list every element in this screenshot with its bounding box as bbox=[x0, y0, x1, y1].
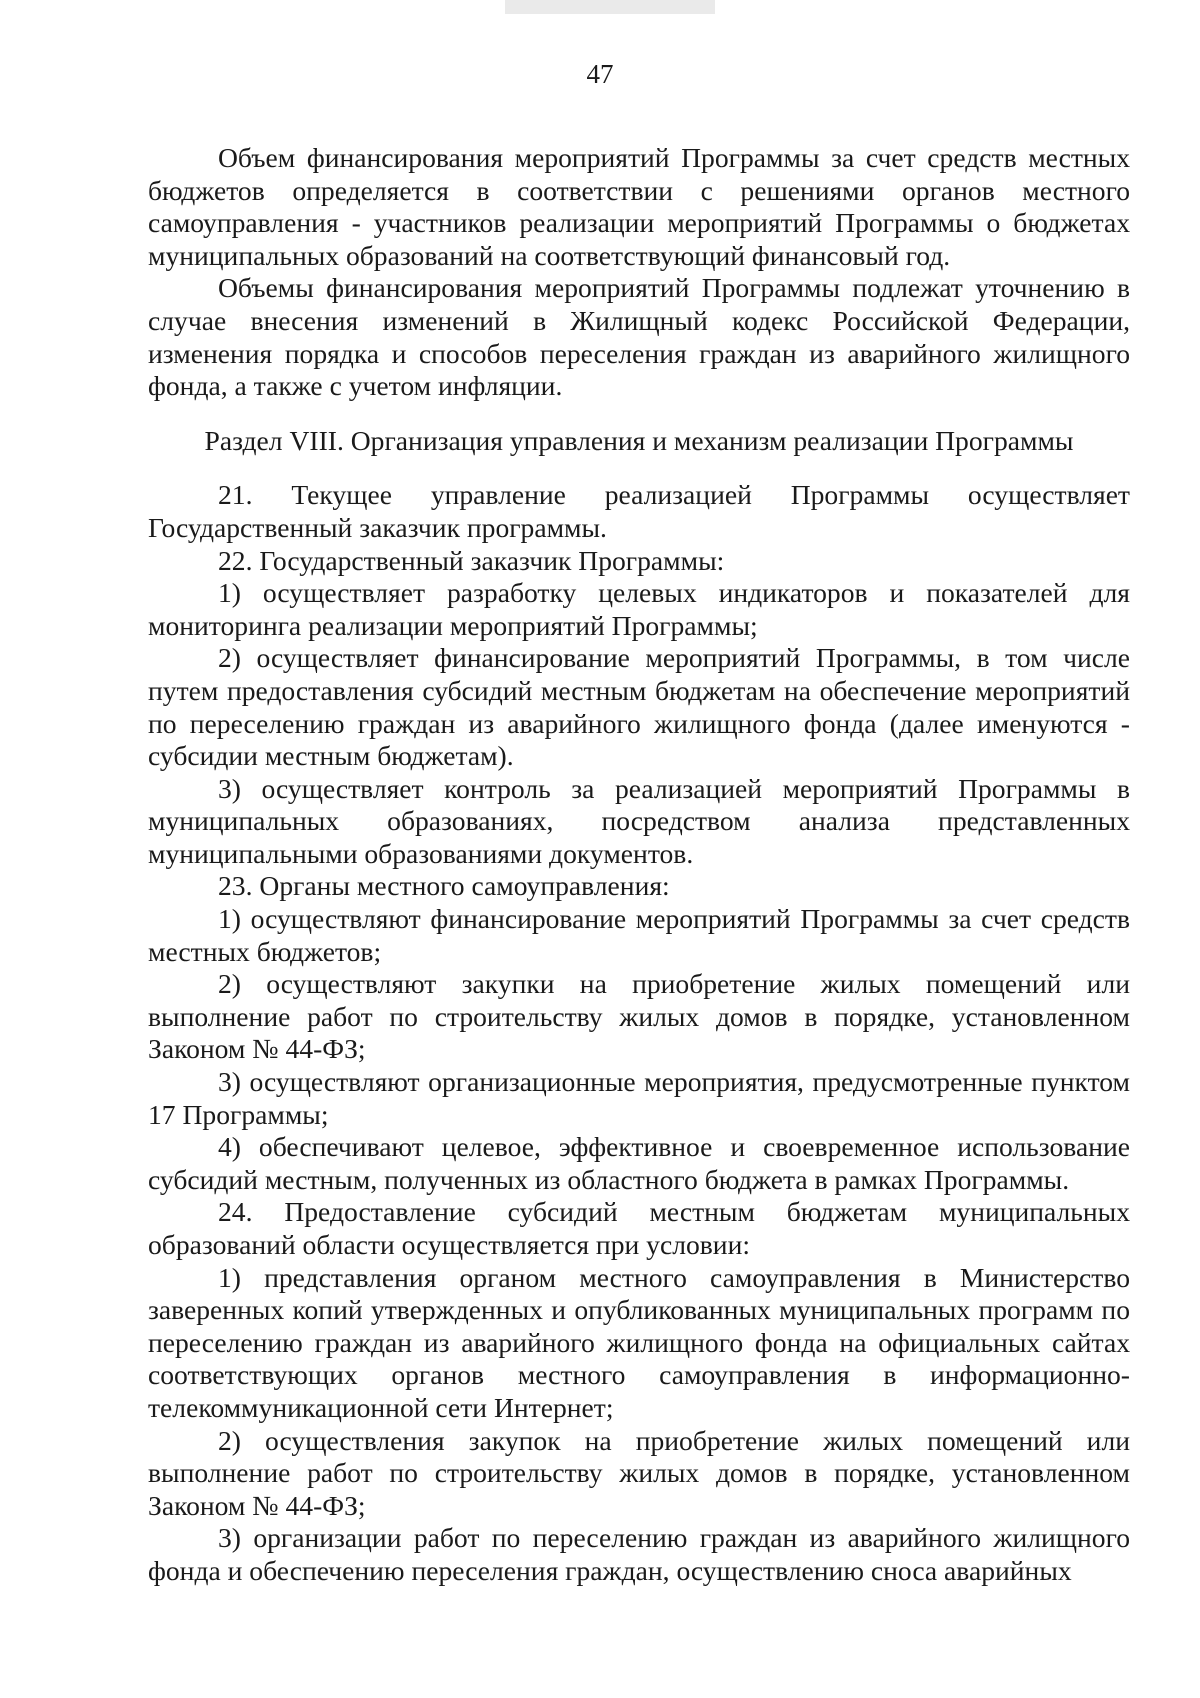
paragraph: 3) осуществляют организационные мероприятия, предусмотренные пунктом 17 Программы; bbox=[148, 1066, 1130, 1130]
section-heading: Раздел VIII. Организация управления и механизм реализации Программы bbox=[204, 424, 1074, 456]
paragraph: 1) осуществляют финансирование мероприятий Программы за счет средств местных бюджетов; bbox=[148, 903, 1130, 967]
paragraph: 23. Органы местного самоуправления: bbox=[218, 870, 670, 902]
paragraph: 3) осуществляет контроль за реализацией мероприятий Программы в муниципальных образованиях, посредством анализа представленных муниципальными образованиями документов. bbox=[148, 772, 1130, 869]
page-number: 47 bbox=[586, 59, 614, 89]
paragraph: Объемы финансирования мероприятий Программы подлежат уточнению в случае внесения изменений в Жилищный кодекс Российской Федерации, изменения порядка и способов переселения граждан из аварийного жилищного фонда, а также с учетом инфляции. bbox=[148, 272, 1130, 402]
paragraph: 21. Текущее управление реализацией Программы осуществляет Государственный заказчик программы. bbox=[148, 479, 1130, 543]
paragraph: 2) осуществляет финансирование мероприятий Программы, в том числе путем предоставления субсидий местным бюджетам на обеспечение мероприятий по переселению граждан из аварийного жилищного фонда (далее именуются - субсидии местным бюджетам). bbox=[148, 642, 1130, 772]
paragraph: 2) осуществления закупок на приобретение жилых помещений или выполнение работ по строительству жилых домов в порядке, установленном Законом № 44-ФЗ; bbox=[148, 1424, 1130, 1521]
paragraph: 4) обеспечивают целевое, эффективное и своевременное использование субсидий местным, полученных из областного бюджета в рамках Программы. bbox=[148, 1131, 1130, 1195]
document-body bbox=[148, 142, 1130, 1588]
paragraph: 1) осуществляет разработку целевых индикаторов и показателей для мониторинга реализации мероприятий Программы; bbox=[148, 577, 1130, 641]
paragraph: 1) представления органом местного самоуправления в Министерство заверенных копий утвержденных и опубликованных муниципальных программ по переселению граждан из аварийного жилищного фонда на официальных сайтах соответствующих органов местного самоуправления в информационно-телекоммуникационной сети Интернет; bbox=[148, 1261, 1130, 1423]
paragraph: Объем финансирования мероприятий Программы за счет средств местных бюджетов определяется в соответствии с решениями органов местного самоуправления - участников реализации мероприятий Программы о бюджетах муниципальных образований на соответствующий финансовый год. bbox=[148, 142, 1130, 271]
paragraph: 3) организации работ по переселению граждан из аварийного жилищного фонда и обеспечению переселения граждан, осуществлению сноса аварийных bbox=[148, 1522, 1130, 1586]
paragraph: 22. Государственный заказчик Программы: bbox=[218, 544, 725, 576]
paragraph: 2) осуществляют закупки на приобретение жилых помещений или выполнение работ по строительству жилых домов в порядке, установленном Законом № 44-ФЗ; bbox=[148, 968, 1130, 1065]
paragraph: 24. Предоставление субсидий местным бюджетам муниципальных образований области осуществляется при условии: bbox=[148, 1196, 1130, 1260]
scan-artifact bbox=[505, 0, 715, 14]
